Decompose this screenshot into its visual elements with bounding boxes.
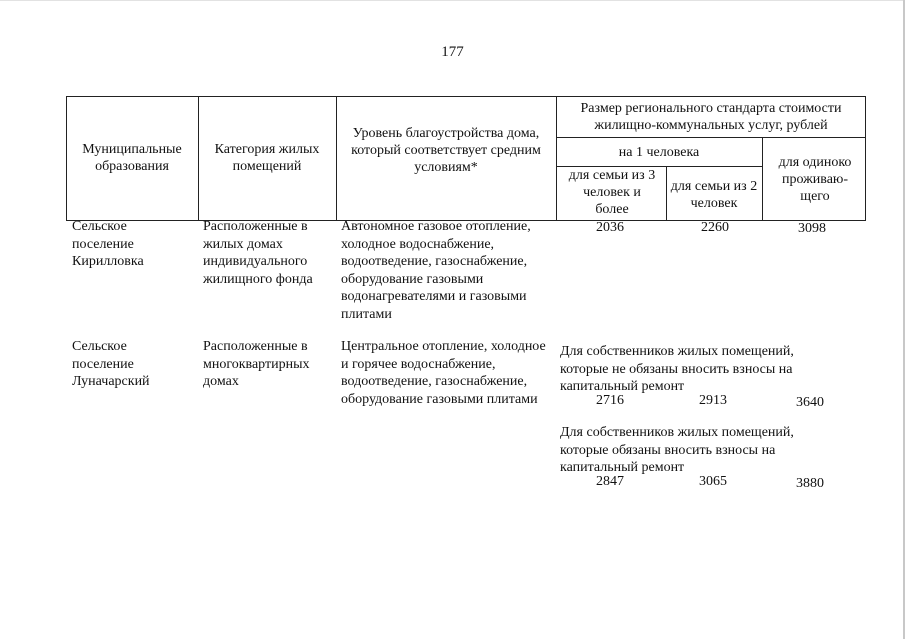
header-category: Категория жилых помещений (214, 142, 320, 174)
row2-group1-label: Для собственников жилых помещений, которые не обязаны вносить взносы на капитальный ремонт (560, 344, 794, 394)
row1-municipality: Сельское поселение Кирилловка (72, 219, 144, 269)
row2-group1-value-family2: 2913 (699, 393, 727, 408)
row1-value-family2: 2260 (701, 220, 729, 235)
header-municipality: Муниципальные образования (82, 142, 182, 174)
header-per-person: на 1 человека (618, 145, 700, 160)
page-number: 177 (441, 44, 464, 60)
row2-category: Расположенные в многоквартирных домах (203, 339, 310, 389)
row2-municipality: Сельское поселение Луначарский (72, 339, 150, 389)
header-standard: Размер регионального стандарта стоимости жилищно-коммунальных услуг, рублей (580, 101, 842, 133)
header-family3: для семьи из 3 человек и более (568, 168, 656, 217)
row2-group1-value-family3: 2716 (596, 393, 624, 408)
row2-group2-value-single: 3880 (796, 476, 824, 491)
row1-amenity: Автономное газовое отопление, холодное водоснабжение, водоотведение, газоснабжение, оборудование газовыми водонагревателями и газовыми плитами (341, 219, 531, 322)
scan-top-edge (0, 0, 905, 1)
row2-group2-value-family2: 3065 (699, 474, 727, 489)
header-single: для одиноко проживаю-щего (778, 155, 852, 204)
row2-group2-value-family3: 2847 (596, 474, 624, 489)
row2-group2-label: Для собственников жилых помещений, которые обязаны вносить взносы на капитальный ремонт (560, 425, 794, 475)
row1-value-family3: 2036 (596, 220, 624, 235)
row2-amenity: Центральное отопление, холодное и горячее водоснабжение, водоотведение, газоснабжение, оборудование газовыми плитами (341, 339, 546, 407)
row1-category: Расположенные в жилых домах индивидуального жилищного фонда (203, 219, 313, 287)
header-amenity: Уровень благоустройства дома, который соответствует средним условиям* (351, 126, 541, 175)
row2-group1-value-single: 3640 (796, 395, 824, 410)
row1-value-single: 3098 (798, 221, 826, 236)
header-family2: для семьи из 2 человек (670, 179, 758, 211)
